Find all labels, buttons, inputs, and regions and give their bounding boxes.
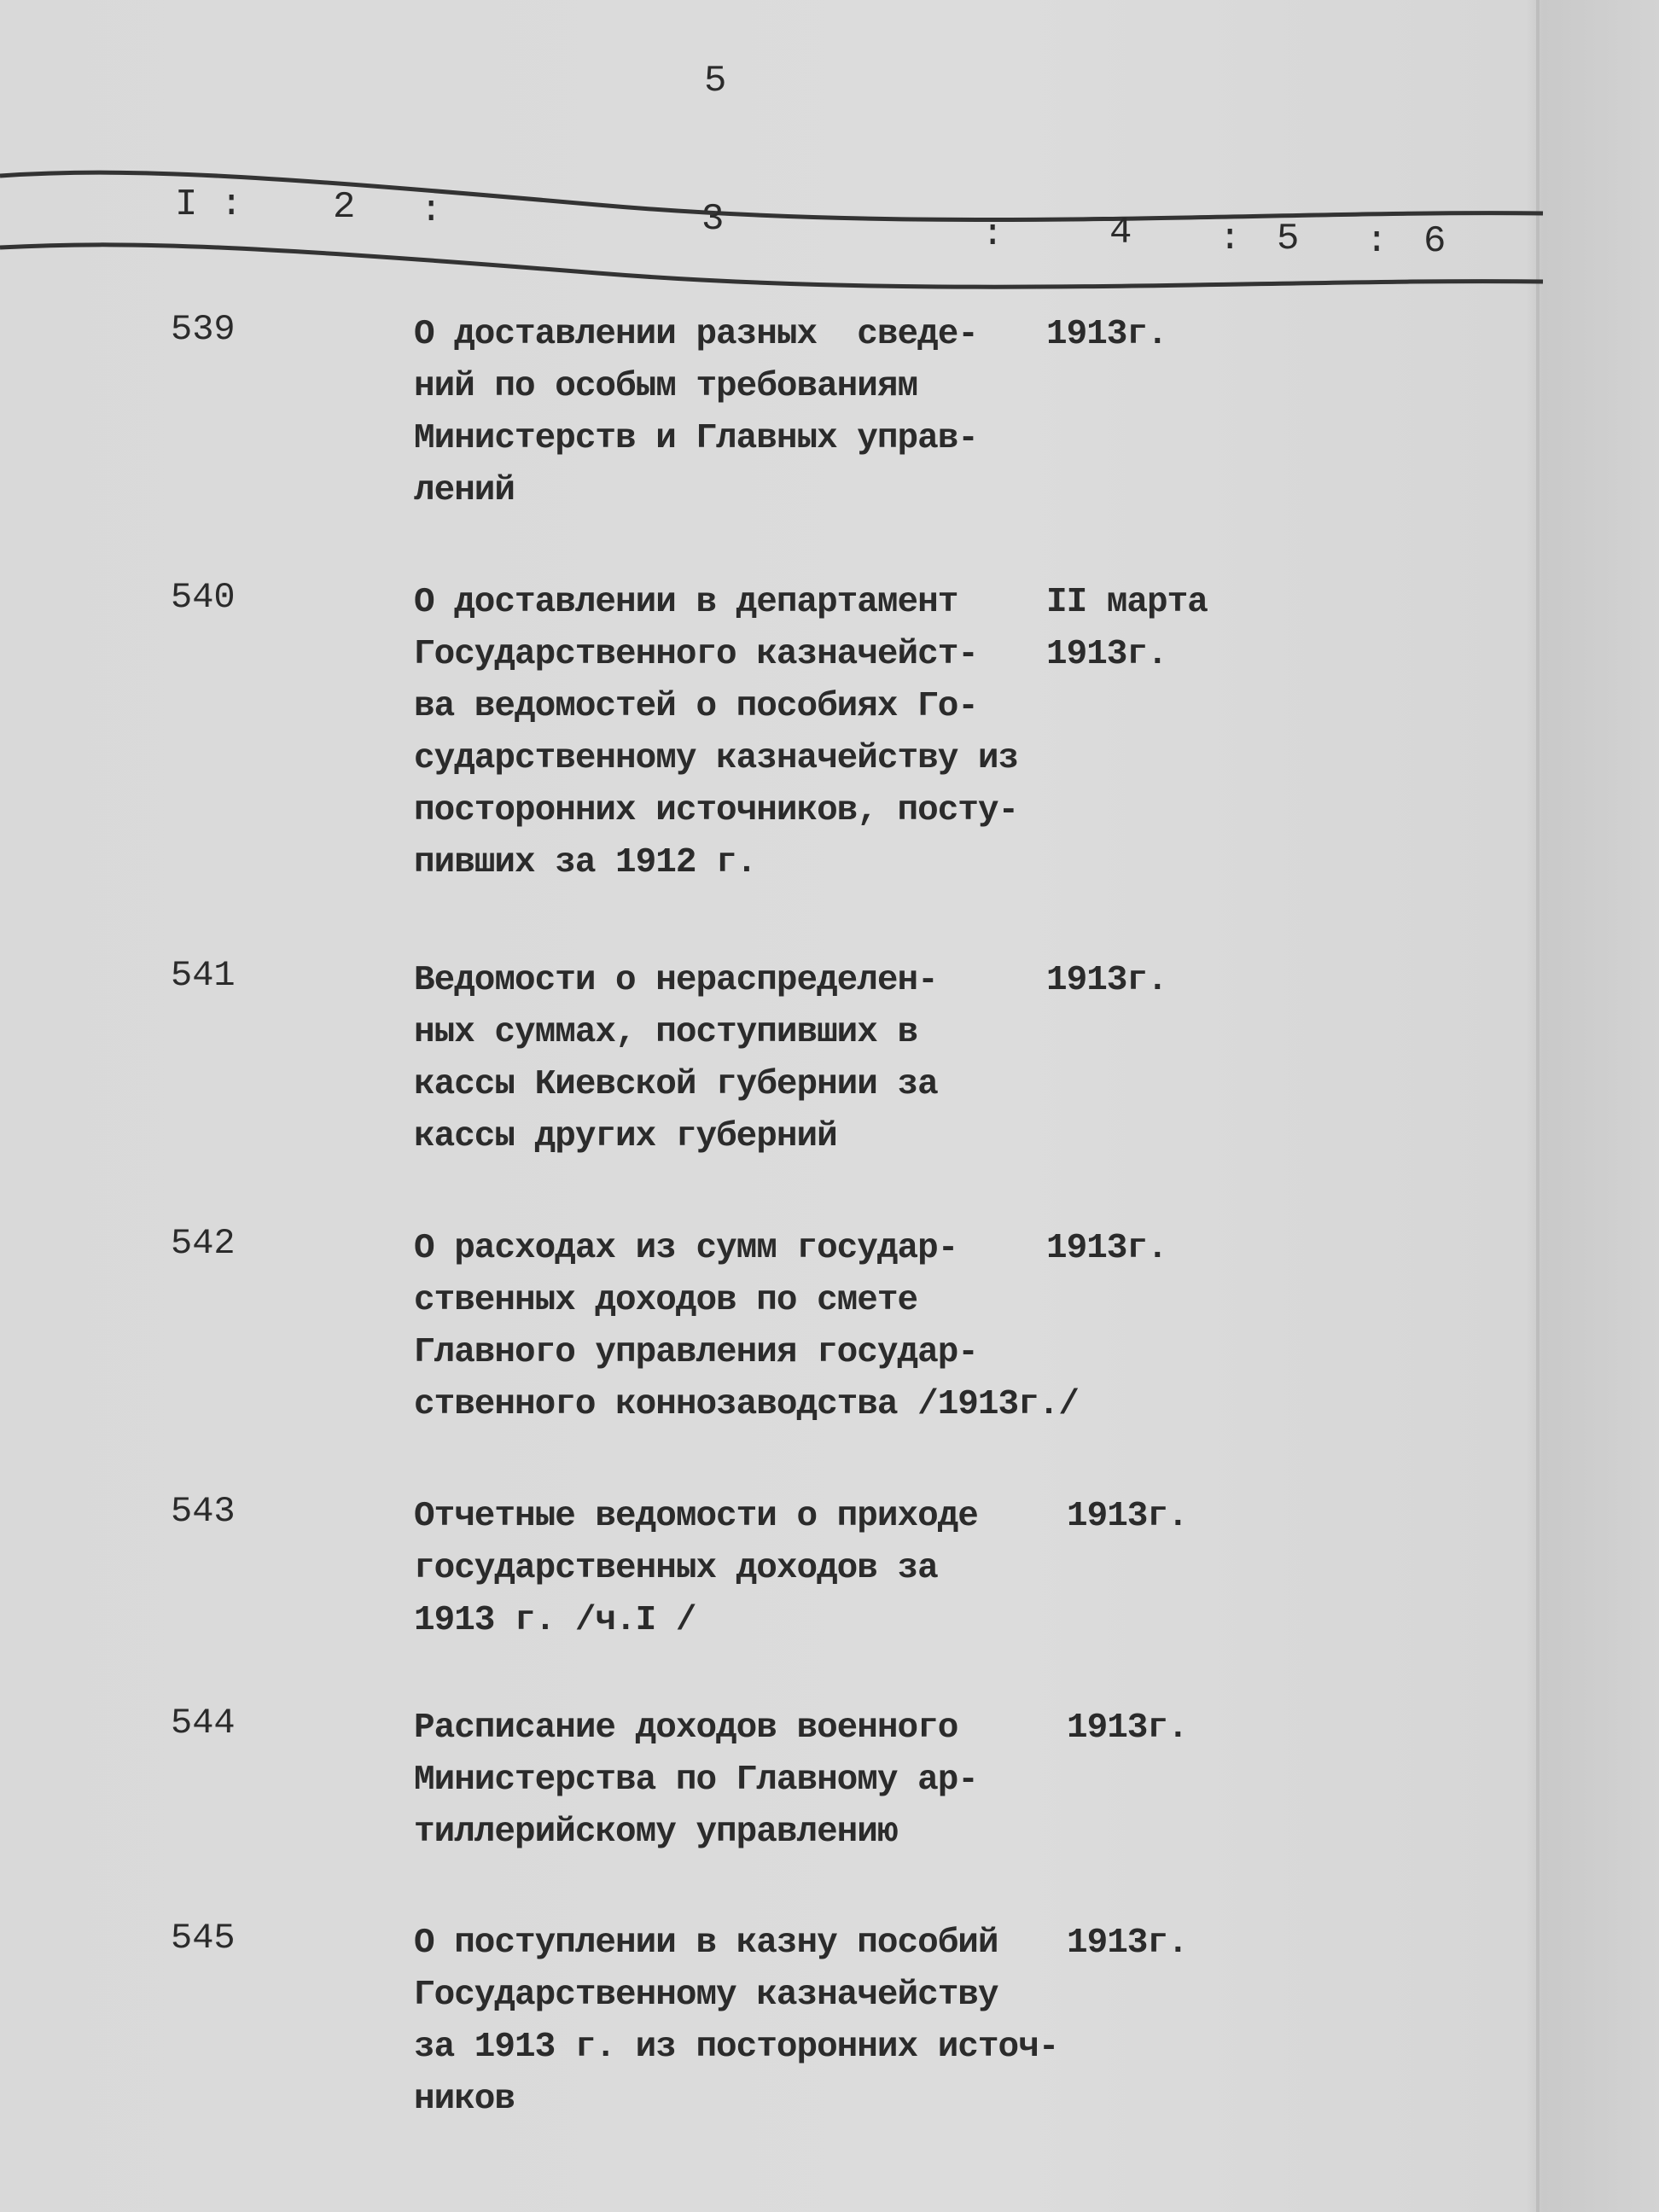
entry-title-line: ников [414, 2080, 515, 2119]
entry-date-line: 1913г. [1046, 315, 1167, 354]
entry-title [414, 1491, 978, 1647]
entry-date-line: 1913г. [1067, 1708, 1188, 1748]
entry-title-line: Министерства по Главному ар- [414, 1761, 978, 1800]
entry-title-line: Расписание доходов военного [414, 1708, 958, 1748]
entry-title-line: Ведомости о нераспределен- [414, 961, 938, 1000]
entry-title-line: О доставлении в департамент [414, 583, 958, 622]
entry-date-line: 1913г. [1046, 635, 1167, 674]
entry-date-line: 1913г. [1046, 961, 1167, 1000]
col-header-1: I [175, 183, 198, 226]
entry-title-line: О расходах из сумм государ- [414, 1229, 958, 1268]
col-separator: : [220, 183, 243, 226]
col-header-6: 6 [1423, 220, 1447, 263]
page-number: 5 [704, 60, 727, 102]
col-header-3: 3 [701, 198, 725, 241]
entry-title-line: Государственному казначейству [414, 1976, 998, 2015]
entry-date [1046, 1223, 1167, 1275]
entry-title-line: ных суммах, поступивших в [414, 1013, 918, 1052]
entry-title-line: ственных доходов по смете [414, 1281, 918, 1320]
entry-title-line: посторонних источников, посту- [414, 791, 1019, 830]
entry-title-line: кассы других губерний [414, 1117, 837, 1156]
entry-title-line: О поступлении в казну пособий [414, 1924, 998, 1963]
entry-date [1067, 1918, 1188, 1970]
entry-title [414, 1918, 1058, 2126]
entry-title-line: за 1913 г. из посторонних источ- [414, 2028, 1059, 2067]
entry-title-line: Государственного казначейст- [414, 635, 978, 674]
entry-title-line: Главного управления государ- [414, 1333, 978, 1372]
entry-title-line: лений [414, 471, 515, 510]
entry-title-line: Министерств и Главных управ- [414, 419, 978, 458]
entry-title [414, 1223, 1079, 1431]
entry-title-line: 1913 г. /ч.I / [414, 1601, 696, 1640]
entry-date-line: 1913г. [1067, 1497, 1188, 1536]
entry-title-line: Отчетные ведомости о приходе [414, 1497, 978, 1536]
entry-title-line: государственных доходов за [414, 1549, 938, 1588]
entry-title-line: кассы Киевской губернии за [414, 1065, 938, 1104]
col-separator: : [420, 189, 443, 232]
col-header-4: 4 [1109, 212, 1132, 254]
entry-number: 543 [171, 1491, 236, 1532]
col-header-5: 5 [1277, 218, 1300, 260]
entry-date [1046, 955, 1167, 1007]
col-separator: : [981, 213, 1004, 256]
col-separator: : [1365, 220, 1388, 263]
header-bottom-rule [0, 245, 1543, 287]
col-header-2: 2 [333, 186, 356, 229]
entry-title-line: тиллерийскому управлению [414, 1813, 898, 1852]
entry-number: 545 [171, 1918, 236, 1959]
entry-title-line: О доставлении разных сведе- [414, 315, 978, 354]
entry-date-line: II марта [1046, 583, 1208, 622]
header-rules [0, 0, 1659, 341]
entry-date [1067, 1703, 1188, 1755]
entry-title-line: пивших за 1912 г. [414, 843, 757, 882]
entry-title [414, 955, 938, 1163]
entry-date [1046, 577, 1208, 681]
entry-number: 544 [171, 1703, 236, 1743]
entry-title [414, 309, 978, 517]
entry-title-line: ственного коннозаводства /1913г./ [414, 1385, 1079, 1424]
entry-number: 540 [171, 577, 236, 618]
entry-title-line: ний по особым требованиям [414, 367, 918, 406]
entry-number: 539 [171, 309, 236, 350]
entry-title-line: ва ведомостей о пособиях Го- [414, 687, 978, 726]
entry-date [1046, 309, 1167, 361]
entry-number: 542 [171, 1223, 236, 1264]
entry-title-line: сударственному казначейству из [414, 739, 1019, 778]
entry-title [414, 1703, 978, 1859]
entry-date [1067, 1491, 1188, 1543]
col-separator: : [1219, 218, 1242, 260]
entry-title [414, 577, 1018, 889]
entry-date-line: 1913г. [1067, 1924, 1188, 1963]
entry-number: 541 [171, 955, 236, 996]
entry-date-line: 1913г. [1046, 1229, 1167, 1268]
